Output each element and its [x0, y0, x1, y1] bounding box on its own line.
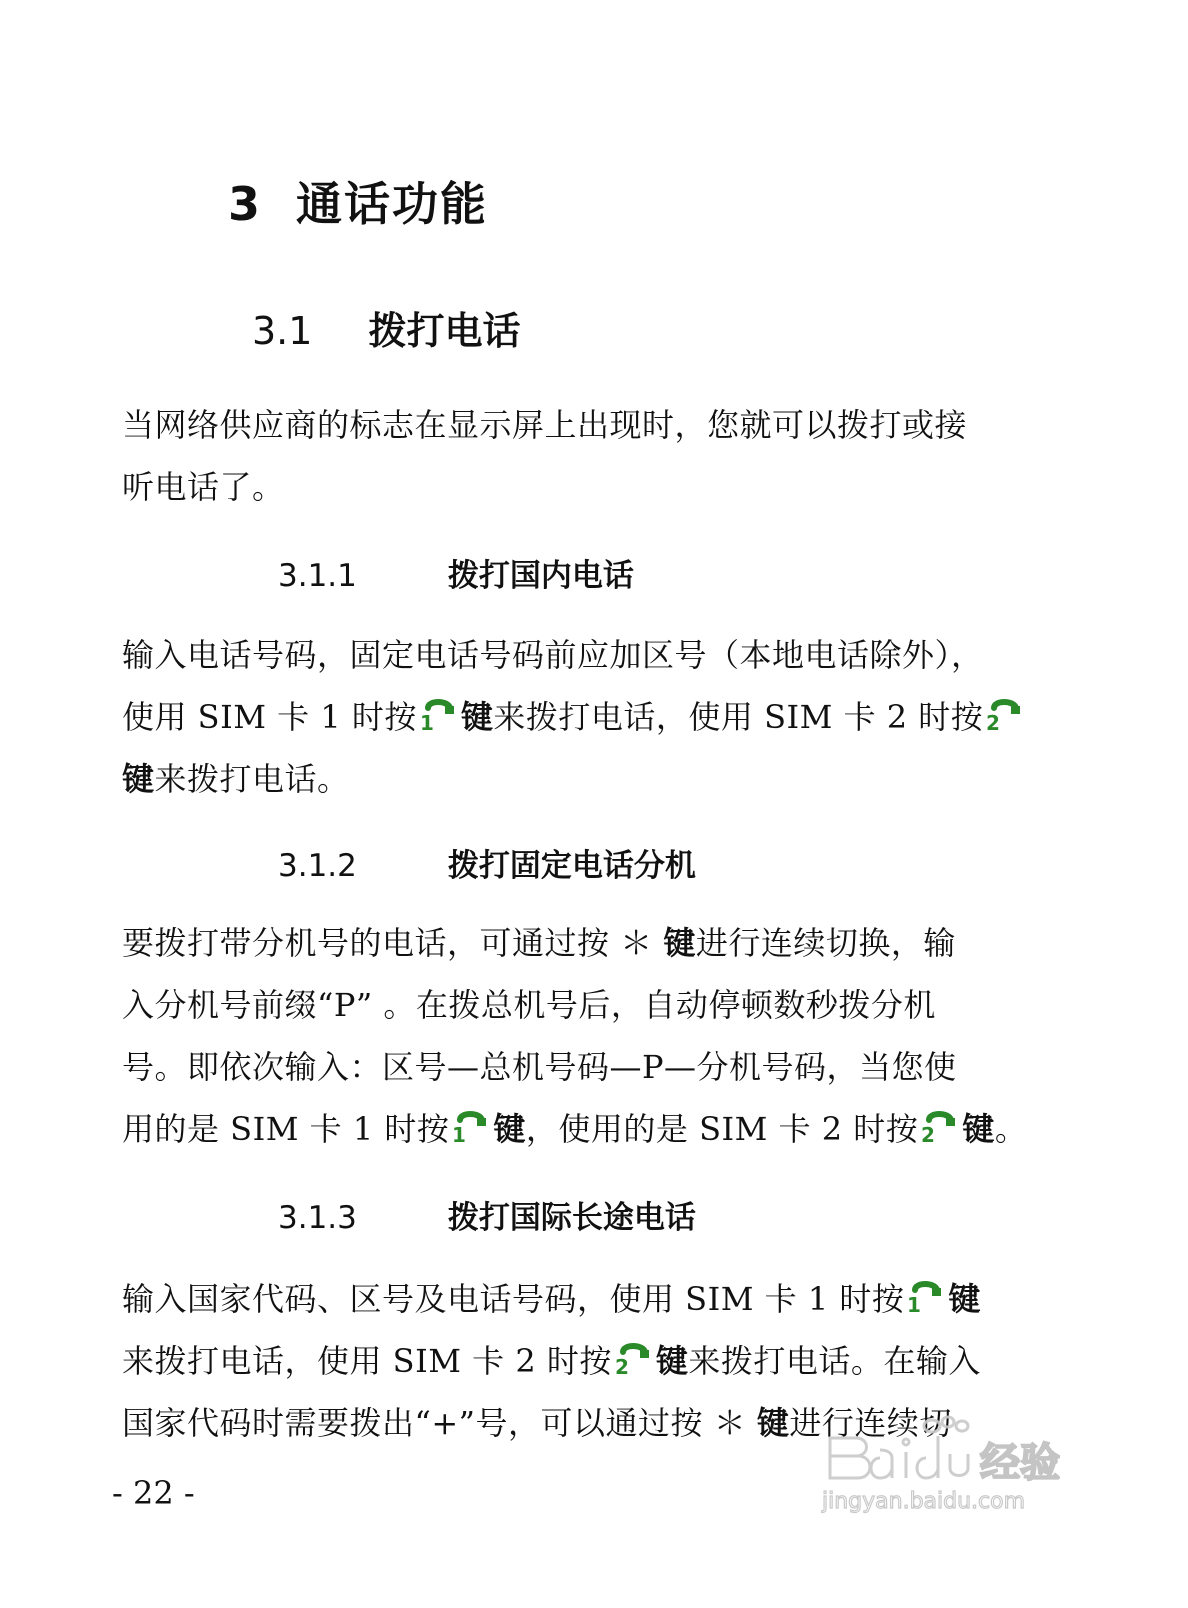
baidu-jingyan-watermark-logo	[820, 1408, 1100, 1518]
page-number: - 22 -	[112, 1474, 195, 1512]
paragraph-line: 输入电话号码，固定电话号码前应加区号（本地电话除外），	[122, 636, 984, 674]
section-number: 3.1	[252, 309, 313, 353]
text-run: 来拨打电话。	[154, 760, 350, 798]
key-word: 键	[948, 1280, 981, 1318]
subsection-title: 拨打国际长途电话	[447, 1200, 696, 1236]
text-run: 国家代码时需要拨出“+”号，可以通过按 ＊	[122, 1404, 757, 1442]
text-run: 输入国家代码、区号及电话号码，使用 SIM 卡 1 时按	[122, 1280, 905, 1318]
key-word: 键	[460, 698, 494, 736]
sim1-call-key-icon	[905, 1276, 947, 1316]
text-run: 进行连续切	[789, 1404, 952, 1442]
paragraph-line	[122, 748, 1027, 810]
subsection-heading-3-1-2	[278, 840, 696, 885]
svg-text:1: 1	[907, 1293, 922, 1316]
svg-text:2: 2	[921, 1123, 936, 1146]
subsection-title: 拨打国内电话	[447, 558, 634, 594]
paragraph-line	[122, 1330, 1027, 1392]
sim2-call-key-icon	[919, 1106, 961, 1146]
chapter-title	[228, 168, 488, 234]
chapter-title-text: 通话功能	[296, 177, 489, 231]
paragraph-line: 号。即依次输入：区号—总机号码—P—分机号码，当您使	[122, 1048, 957, 1086]
text-run: 用的是 SIM 卡 1 时按	[122, 1110, 450, 1148]
svg-text:2: 2	[986, 711, 1001, 734]
text-run: 要拨打带分机号的电话，可通过按 ＊	[122, 924, 664, 962]
intro-paragraph	[122, 394, 1027, 518]
subsection-title: 拨打固定电话分机	[447, 848, 696, 884]
paragraph-line: 入分机号前缀“P” 。在拨总机号后，自动停顿数秒拨分机	[122, 986, 936, 1024]
paragraph-extension-call	[122, 912, 1027, 1160]
key-word: 键	[756, 1404, 790, 1442]
sim1-call-key-icon	[450, 1106, 492, 1146]
sim2-call-key-icon	[984, 694, 1026, 734]
paragraph-line	[122, 912, 1027, 974]
sim2-call-key-icon	[613, 1338, 655, 1378]
paragraph-line	[122, 1098, 1027, 1160]
text-run: 来拨打电话，使用 SIM 卡 2 时按	[122, 1342, 612, 1380]
key-word: 键	[663, 924, 696, 962]
svg-text:1: 1	[419, 711, 435, 734]
subsection-number: 3.1.2	[278, 848, 357, 884]
sim1-call-key-icon	[418, 694, 460, 734]
svg-text:2: 2	[614, 1355, 630, 1378]
text-run: 使用 SIM 卡 1 时按	[122, 698, 417, 736]
intro-line: 当网络供应商的标志在显示屏上出现时，您就可以拨打或接	[122, 406, 968, 444]
text-run: 。	[994, 1110, 1028, 1148]
key-word: 键	[122, 760, 155, 798]
text-run: 来拨打电话，使用 SIM 卡 2 时按	[493, 698, 984, 736]
key-word: 键	[962, 1110, 995, 1148]
subsection-heading-3-1-3	[278, 1192, 696, 1237]
subsection-number: 3.1.1	[278, 558, 357, 594]
key-word: 键	[493, 1110, 526, 1148]
section-title	[252, 300, 521, 355]
chapter-number: 3	[228, 177, 263, 231]
text-run: 进行连续切换，输	[695, 924, 956, 962]
svg-text:jingyan.baidu.com: jingyan.baidu.com	[822, 1489, 1026, 1514]
text-run: ，使用的是 SIM 卡 2 时按	[525, 1110, 919, 1148]
subsection-heading-3-1-1	[278, 550, 634, 595]
intro-line: 听电话了。	[122, 468, 285, 506]
svg-text:经验: 经验	[980, 1440, 1060, 1486]
paragraph-line	[122, 686, 1027, 748]
key-word: 键	[655, 1342, 689, 1380]
section-title-text: 拨打电话	[368, 309, 521, 353]
subsection-number: 3.1.3	[278, 1200, 357, 1236]
paragraph-line	[122, 1268, 1027, 1330]
text-run: 来拨打电话。在输入	[688, 1342, 981, 1380]
paragraph-domestic-call	[122, 624, 1027, 810]
svg-text:1: 1	[452, 1123, 467, 1146]
